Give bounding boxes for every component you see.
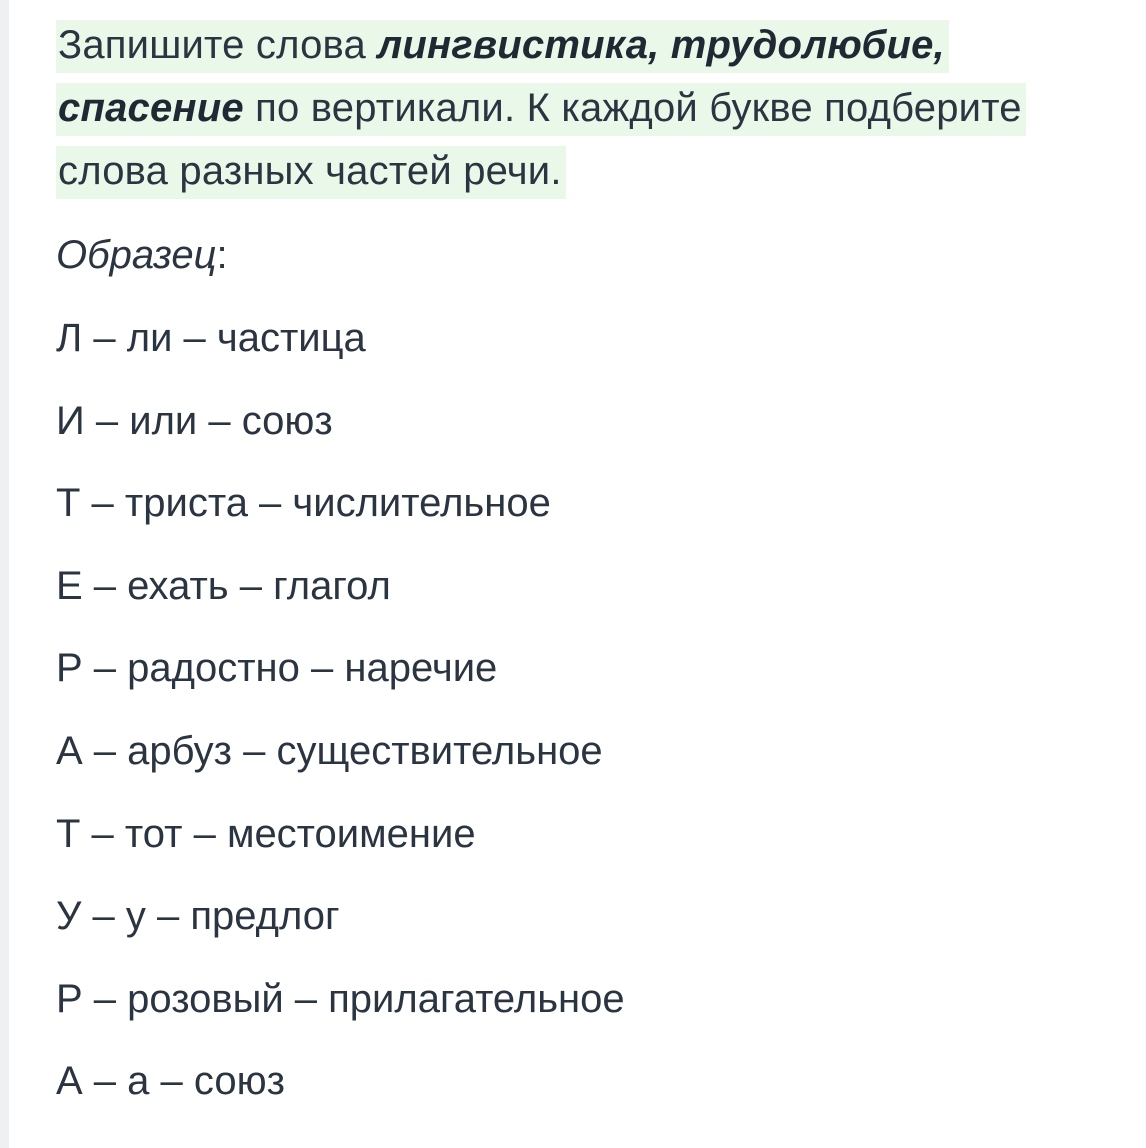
sample-line: Л – ли – частица [56,316,366,360]
sample-heading [56,227,1116,283]
sample-line: Р – розовый – прилагательное [56,976,625,1021]
task-text-start: Запишите слова [58,23,378,67]
sample-list [56,310,1116,1136]
left-edge-rule [0,0,9,1148]
sample-line: И – или – союз [56,398,333,443]
sample-line: Т – триста – числительное [56,481,551,526]
task-words: лингвистика, трудолюбие, спасение [58,23,945,130]
sample-line: Е – ехать – глагол [56,563,391,608]
sample-label: Образец [56,233,217,277]
sample-line: У – у – предлог [56,894,340,939]
sample-line: Т – тот – местоимение [56,811,476,856]
exercise-content [56,14,1116,1136]
task-highlight [56,20,1026,199]
sample-line: Р – радостно – наречие [56,646,498,691]
task-text-end: по вертикали. К каждой букве подберите слова разных частей речи. [58,86,1022,193]
sample-line: А – арбуз – существительное [56,728,603,773]
sample-colon: : [216,233,228,277]
task-instruction [56,14,1116,203]
sample-line: А – а – союз [56,1059,285,1104]
